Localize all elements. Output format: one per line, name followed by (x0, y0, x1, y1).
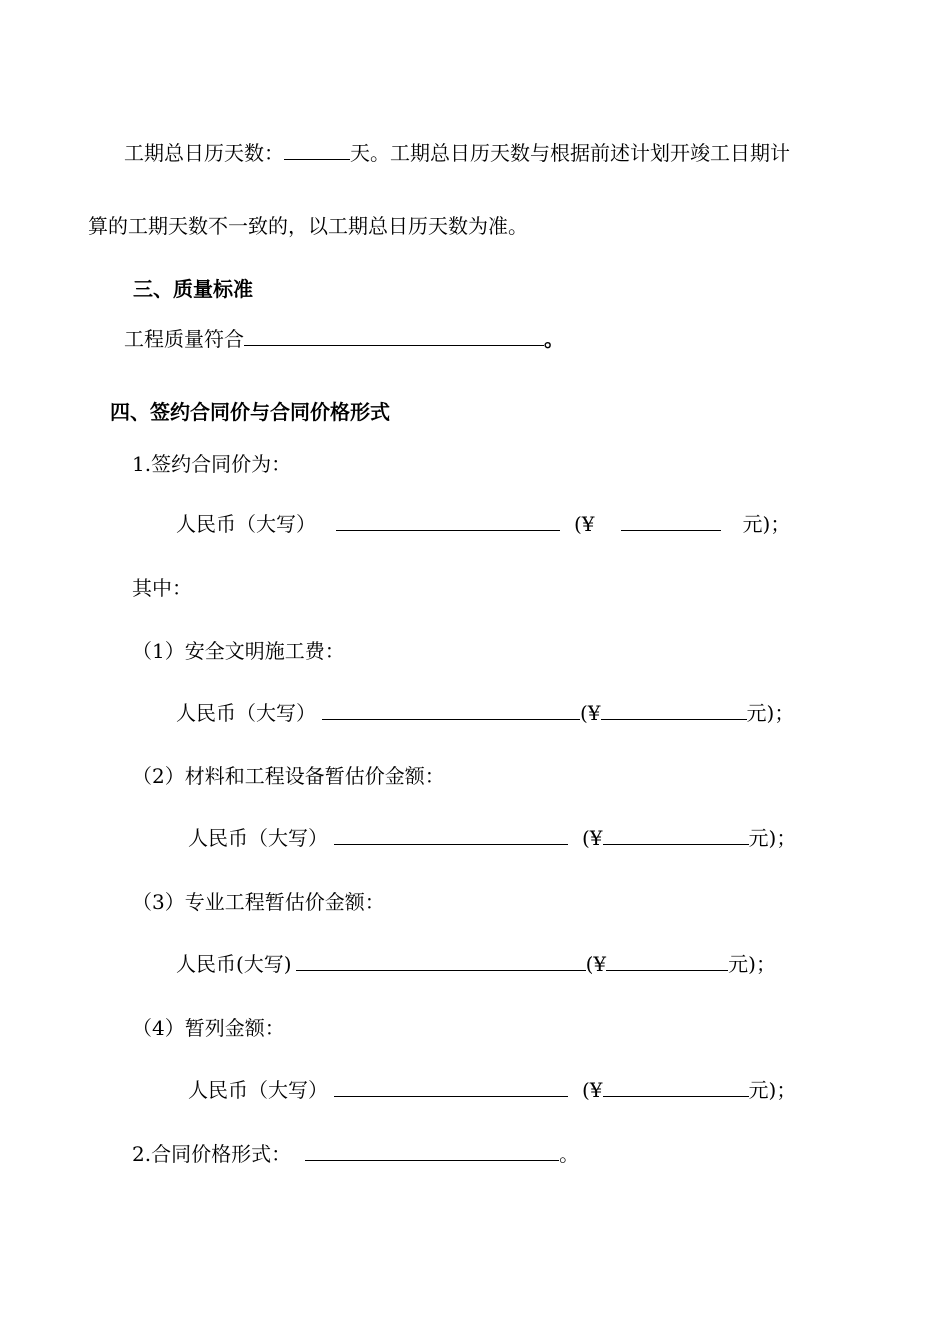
sub4-row (188, 1076, 796, 1104)
section4-heading: 四、签约合同价与合同价格形式 (110, 400, 390, 424)
sub1-row (176, 699, 794, 727)
sub2-words-blank[interactable] (334, 826, 568, 845)
rmb-label: 人民币（大写） (176, 701, 316, 725)
among-label: 其中： (132, 576, 192, 600)
price-form-end: 。 (559, 1142, 580, 1166)
rmb-label: 人民币（大写） (188, 826, 328, 850)
sub1-amount-blank[interactable] (601, 701, 747, 720)
yuan-close: 元)； (746, 701, 795, 725)
price-form-row (132, 1140, 579, 1168)
quality-end: 。 (544, 327, 564, 351)
duration-label: 工期总日历天数： (124, 141, 284, 165)
duration-line-2: 算的工期天数不一致的，以工期总日历天数为准。 (88, 214, 528, 238)
sub4-label: （4）暂列金额： (132, 1016, 285, 1040)
quality-line (124, 325, 564, 353)
sub2-amount-blank[interactable] (603, 826, 749, 845)
contract-price-amount-blank[interactable] (621, 512, 721, 531)
sub1-label: （1）安全文明施工费： (132, 639, 345, 663)
duration-text-after: 天。工期总日历天数与根据前述计划开竣工日期计 (350, 141, 790, 165)
yuan-close: 元)； (748, 826, 797, 850)
rmb-label: 人民币（大写） (188, 1078, 328, 1102)
yuan-close: 元)； (742, 512, 791, 536)
sub3-label: （3）专业工程暂估价金额： (132, 890, 385, 914)
contract-price-row (176, 510, 790, 538)
rmb-label-compact: 人民币(大写) (176, 952, 292, 976)
yen-open: (¥ (582, 1078, 603, 1102)
rmb-label: 人民币（大写） (176, 512, 316, 536)
price-form-blank[interactable] (305, 1142, 559, 1161)
sub3-row (176, 950, 776, 978)
section3-heading: 三、质量标准 (133, 277, 253, 301)
sub2-label: （2）材料和工程设备暂估价金额： (132, 764, 445, 788)
yen-open: (¥ (585, 952, 607, 976)
sub4-amount-blank[interactable] (603, 1078, 749, 1097)
sub3-amount-blank[interactable] (606, 952, 728, 971)
contract-price-words-blank[interactable] (336, 512, 560, 531)
duration-days-blank[interactable] (284, 141, 350, 160)
yuan-close: 元)； (728, 952, 776, 976)
quality-standard-blank[interactable] (244, 327, 544, 346)
yen-open: (¥ (580, 701, 601, 725)
sub4-words-blank[interactable] (334, 1078, 568, 1097)
yen-open: (¥ (582, 826, 603, 850)
yuan-close: 元)； (748, 1078, 797, 1102)
sub3-words-blank[interactable] (296, 952, 586, 971)
price-form-label: 2.合同价格形式： (132, 1142, 292, 1166)
contract-price-label: 1.签约合同价为： (132, 452, 292, 476)
duration-line-1 (124, 139, 790, 167)
quality-label: 工程质量符合 (124, 327, 244, 351)
sub1-words-blank[interactable] (322, 701, 580, 720)
sub2-row (188, 824, 796, 852)
yen-open: (¥ (574, 512, 595, 536)
